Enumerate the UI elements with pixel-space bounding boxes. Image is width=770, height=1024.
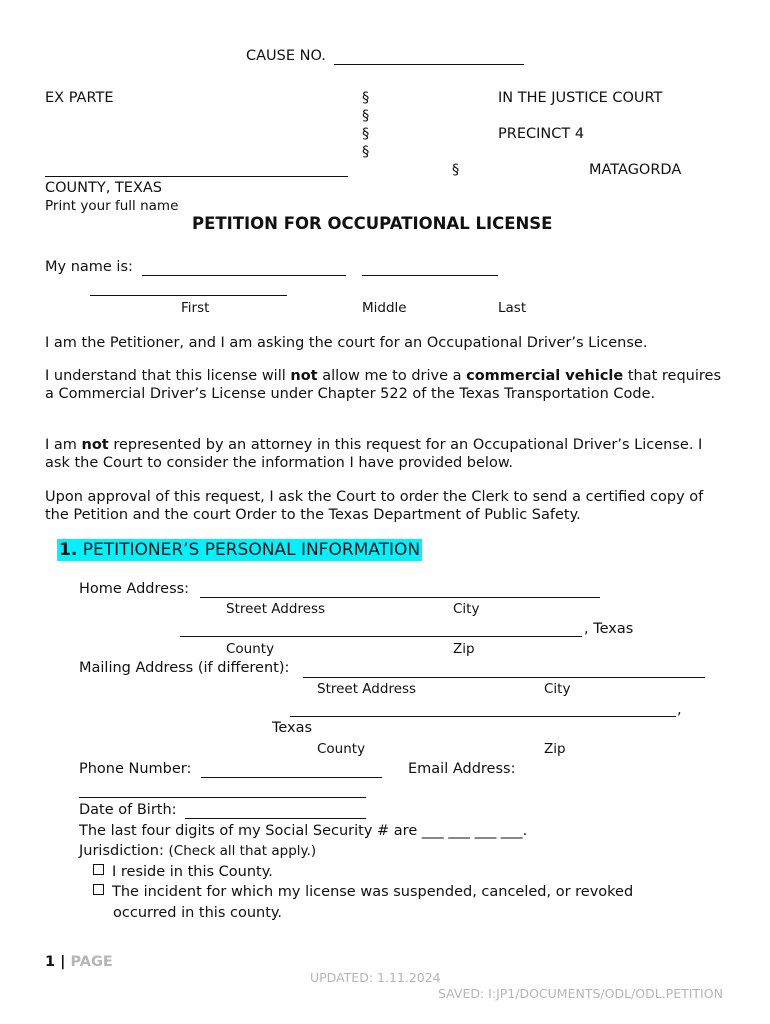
home-county-zip-field[interactable] — [180, 636, 582, 637]
middle-caption: Middle — [362, 300, 407, 316]
cause-no-field[interactable] — [334, 64, 524, 65]
print-name-hint: Print your full name — [45, 198, 179, 214]
home-street-city-field[interactable] — [200, 597, 600, 598]
texas-label: , Texas — [584, 621, 634, 637]
commercial-statement: I understand that this license will not allow me to drive a commercial vehicle that requires a Commercial Driver’s License under Chapter 522 of the Texas Transportation Code. — [45, 368, 722, 402]
precinct: PRECINCT 4 — [498, 126, 585, 142]
section-mark: § — [362, 144, 370, 160]
ex-parte-label: EX PARTE — [45, 90, 114, 106]
street-address-caption: Street Address — [226, 601, 326, 617]
comma: , — [677, 702, 682, 718]
ssn-label: The last four digits of my Social Security # are ___ ___ ___ ___. — [79, 823, 528, 839]
saved-path: SAVED: I:JP1/DOCUMENTS/ODL/ODL.PETITION — [438, 986, 723, 1001]
cause-no-label: CAUSE NO. — [246, 48, 326, 64]
petitioner-statement: I am the Petitioner, and I am asking the court for an Occupational Driver’s License. — [45, 335, 648, 351]
document-title: PETITION FOR OCCUPATIONAL LICENSE — [192, 214, 553, 233]
zip-caption: Zip — [544, 741, 566, 757]
section-mark: § — [362, 126, 370, 142]
first-name-field[interactable] — [142, 275, 346, 276]
section-mark: § — [362, 90, 370, 106]
incident-option[interactable]: The incident for which my license was suspended, canceled, or revoked — [93, 884, 633, 901]
last-caption: Last — [498, 300, 527, 316]
section-mark: § — [452, 162, 460, 178]
county-caption: County — [226, 641, 275, 657]
home-address-label: Home Address: — [79, 581, 190, 597]
reside-option[interactable]: I reside in this County. — [93, 864, 273, 881]
full-name-field[interactable] — [45, 176, 348, 177]
zip-caption: Zip — [453, 641, 475, 657]
incident-option-continued: occurred in this county. — [113, 905, 283, 921]
mailing-county-zip-field[interactable] — [290, 716, 676, 717]
phone-field[interactable] — [201, 777, 382, 778]
checkbox-icon[interactable] — [93, 884, 104, 895]
email-field[interactable] — [79, 797, 366, 798]
city-caption: City — [453, 601, 480, 617]
phone-label: Phone Number: — [79, 761, 192, 777]
attorney-statement: I am not represented by an attorney in this request for an Occupational Driver’s License. I ask the Court to consider the information I have provided below. — [45, 437, 703, 471]
dob-field[interactable] — [185, 818, 366, 819]
first-caption: First — [181, 300, 210, 316]
last-name-field[interactable] — [90, 295, 287, 296]
city-caption: City — [544, 681, 571, 697]
email-label: Email Address: — [408, 761, 516, 777]
county-caption: County — [317, 741, 366, 757]
approval-statement: Upon approval of this request, I ask the Court to order the Clerk to send a certified copy of the Petition and the court Order to the Texas Department of Public Safety. — [45, 489, 704, 523]
updated-date: UPDATED: 1.11.2024 — [310, 970, 441, 985]
jurisdiction-label: Jurisdiction: (Check all that apply.) — [79, 843, 317, 859]
checkbox-icon[interactable] — [93, 864, 104, 875]
page-number: 1 | PAGE — [45, 954, 113, 970]
section-heading-personal-info: 1. PETITIONER’S PERSONAL INFORMATION — [59, 540, 421, 560]
county-name: MATAGORDA — [589, 162, 682, 178]
mailing-address-label: Mailing Address (if different): — [79, 660, 290, 676]
county-texas: COUNTY, TEXAS — [45, 180, 163, 196]
texas-label: Texas — [272, 720, 313, 736]
middle-name-field[interactable] — [362, 275, 498, 276]
court-name: IN THE JUSTICE COURT — [498, 90, 663, 106]
street-address-caption: Street Address — [317, 681, 417, 697]
dob-label: Date of Birth: — [79, 802, 177, 818]
section-mark: § — [362, 108, 370, 124]
name-label: My name is: — [45, 259, 133, 275]
mailing-street-city-field[interactable] — [303, 677, 705, 678]
